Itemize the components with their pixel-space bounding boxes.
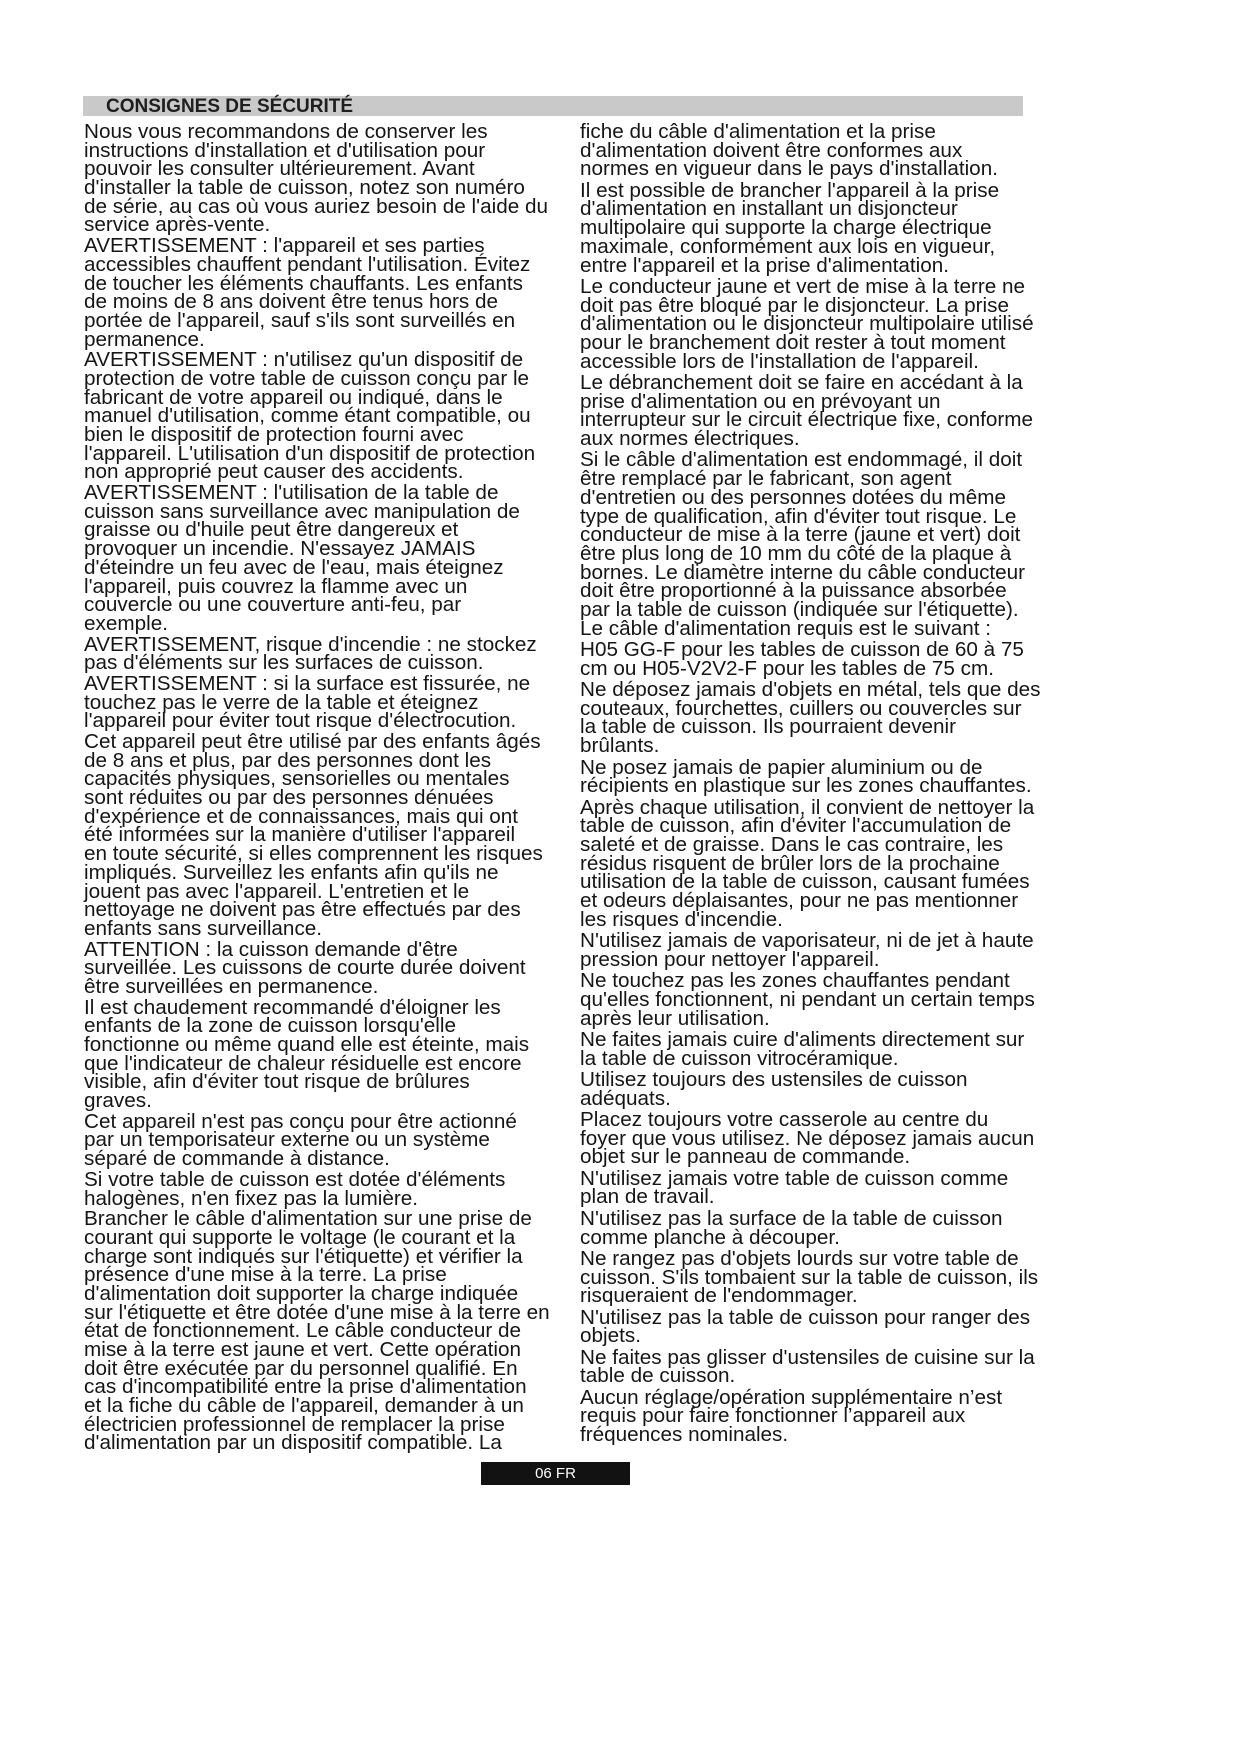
text-line: entre l'appareil et la prise d'alimentation. <box>580 253 949 277</box>
text-line: comme planche à découper. <box>580 1225 840 1249</box>
text-line: N'utilisez jamais de vaporisateur, ni de jet à haute <box>580 929 1034 953</box>
text-line: table de cuisson, afin d'éviter l'accumulation de <box>580 814 1012 838</box>
text-line: type de qualification, afin d'éviter tout risque. Le <box>580 504 1017 528</box>
text-line: état de fonctionnement. Le câble conducteur de <box>84 1319 522 1343</box>
text-line: fonctionne ou même quand elle est éteinte, mais <box>84 1033 530 1056</box>
text-line: fiche du câble d'alimentation et la prise <box>580 120 936 143</box>
text-line: Utilisez toujours des ustensiles de cuisson <box>580 1067 968 1091</box>
text-line: N'utilisez jamais votre table de cuisson comme <box>580 1166 1009 1190</box>
text-line: Nous vous recommandons de conserver les <box>84 120 488 143</box>
text-line: H05 GG-F pour les tables de cuisson de 60 à 75 <box>580 638 1024 661</box>
text-line: l'appareil pour éviter tout risque d'électrocution. <box>84 709 517 733</box>
text-line: touchez pas le verre de la table et éteignez <box>84 690 479 714</box>
paragraph <box>84 730 556 940</box>
text-line: jouent pas avec l'appareil. L'entretien et le <box>84 879 470 903</box>
paragraph <box>84 995 556 1113</box>
text-line: graisse ou d'huile peut être dangereux et <box>84 518 459 542</box>
text-line: instructions d'installation et d'utilisation pour <box>84 138 486 162</box>
text-line: Ne faites pas glisser d'ustensiles de cuisine sur la <box>580 1345 1035 1369</box>
text-line: la table de cuisson vitrocéramique. <box>580 1046 899 1070</box>
paragraph <box>580 1108 1050 1169</box>
text-line: multipolaire qui supporte la charge électrique <box>580 216 992 240</box>
text-line: cas d'incompatibilité entre la prise d'alimentation <box>84 1375 527 1399</box>
text-line: surveillée. Les cuissons de courte durée doivent <box>84 956 526 980</box>
text-line: normes en vigueur dans le pays d'installation. <box>580 157 998 181</box>
text-line: bien le dispositif de protection fourni avec <box>84 423 464 446</box>
text-line: exemple. <box>84 611 168 635</box>
text-line: Ne touchez pas les zones chauffantes pendant <box>580 969 1010 993</box>
text-line: pression pour nettoyer l'appareil. <box>580 947 880 971</box>
text-line: d'alimentation doivent être conformes aux <box>580 138 963 162</box>
text-line: graves. <box>84 1089 152 1113</box>
text-line: charge sont indiqués sur l'étiquette) et vérifier la <box>84 1244 523 1268</box>
text-line: objet sur le panneau de commande. <box>580 1145 911 1169</box>
text-line: table de cuisson. <box>580 1364 736 1388</box>
text-line: Cet appareil peut être utilisé par des enfants âgés <box>84 730 541 753</box>
text-line: d'alimentation en installant un disjoncteur <box>580 197 958 221</box>
text-line: enfants de la zone de cuisson lorsqu'elle <box>84 1014 456 1038</box>
text-line: Ne déposez jamais d'objets en métal, tels que des <box>580 678 1041 702</box>
text-line: les risques d'incendie. <box>580 907 783 931</box>
text-line: provoquer un incendie. N'essayez JAMAIS <box>84 537 476 561</box>
text-line: accessibles chauffent pendant l'utilisation. Évitez <box>84 252 531 276</box>
text-line: impliqués. Surveillez les enfants afin qu'ils ne <box>84 860 499 884</box>
text-line: que l'indicateur de chaleur résiduelle est encore <box>84 1051 522 1075</box>
text-line: en toute sécurité, si elles comprennent les risques <box>84 842 543 866</box>
text-line: séparé de commande à distance. <box>84 1147 390 1171</box>
text-line: Le conducteur jaune et vert de mise à la terre ne <box>580 274 1026 298</box>
text-line: AVERTISSEMENT : l'utilisation de la table de <box>84 481 499 505</box>
text-line: après leur utilisation. <box>580 1006 770 1030</box>
text-line: saleté et de graisse. Dans le cas contraire, les <box>580 832 1004 856</box>
paragraph <box>580 274 1050 373</box>
text-line: couteaux, fourchettes, cuillers ou couvercles sur <box>580 696 1022 720</box>
text-line: être plus long de 10 mm du côté de la plaque à <box>580 541 1012 565</box>
text-line: d'expérience et de connaissances, mais qui ont <box>84 804 519 828</box>
text-line: brûlants. <box>580 734 660 758</box>
paragraph <box>580 755 1050 798</box>
text-line: doit être exécutée par du personnel qualifié. En <box>84 1356 518 1380</box>
text-line: présence d'une mise à la terre. La prise <box>84 1263 447 1287</box>
text-line: d'alimentation doit supporter la charge indiquée <box>84 1281 519 1305</box>
paragraph <box>580 1305 1050 1348</box>
paragraph <box>84 234 556 351</box>
text-line: Si le câble d'alimentation est endommagé, il doit <box>580 448 1023 472</box>
text-line: Ne rangez pas d'objets lourds sur votre table de <box>580 1246 1019 1270</box>
text-line: Le débranchement doit se faire en accédant à la <box>580 371 1023 394</box>
text-line: permanence. <box>84 327 205 351</box>
text-line: objets. <box>580 1324 641 1348</box>
text-line: cm ou H05-V2V2-F pour les tables de 75 cm. <box>580 656 994 680</box>
right-column <box>580 120 1050 1448</box>
text-line: mise à la terre est jaune et vert. Cette opération <box>84 1338 521 1361</box>
text-line: fabricant de votre appareil ou indiqué, dans le <box>84 385 503 409</box>
text-line: l'appareil. L'utilisation d'un dispositif de protection <box>84 441 536 465</box>
text-line: courant qui supporte le voltage (le courant et la <box>84 1225 516 1249</box>
text-line: de moins de 8 ans doivent être tenus hors de <box>84 290 499 314</box>
text-line: cuisson sans surveillance avec manipulation de <box>84 499 520 523</box>
paragraph <box>580 1027 1050 1070</box>
text-line: d'éteindre un feu avec de l'eau, mais éteignez <box>84 555 504 579</box>
text-line: N'utilisez pas la table de cuisson pour ranger des <box>580 1305 1031 1329</box>
text-line: d'alimentation ou le disjoncteur multipolaire utilisé <box>580 312 1034 336</box>
text-line: être surveillées en permanence. <box>84 974 379 998</box>
text-line: halogènes, n'en fixez pas la lumière. <box>84 1186 419 1210</box>
text-line: sont réduites ou par des personnes dénuées <box>84 786 494 810</box>
text-line: requis pour faire fonctionner l’appareil aux <box>580 1404 966 1428</box>
text-line: cuisson. S'ils tombaient sur la table de cuisson, ils <box>580 1265 1039 1289</box>
paragraph <box>84 1109 556 1171</box>
paragraph <box>580 1206 1050 1249</box>
text-line: portée de l'appareil, sauf s'ils sont surveillés en <box>84 308 516 332</box>
text-line: été informées sur la manière d'utiliser l'appareil <box>84 823 516 847</box>
text-line: capacités physiques, sensorielles ou mentales <box>84 767 510 791</box>
paragraph <box>84 120 556 237</box>
paragraph <box>580 448 1050 640</box>
text-line: bornes. Le diamètre interne du câble conducteur <box>580 560 1026 584</box>
text-line: et odeurs déplaisantes, pour ne pas mentionner <box>580 889 1019 912</box>
text-line: adéquats. <box>580 1086 671 1110</box>
text-line: accessible lors de l'installation de l'appareil. <box>580 349 979 373</box>
text-line: Le câble d'alimentation requis est le suivant : <box>580 616 992 640</box>
paragraph <box>580 1246 1050 1308</box>
text-line: plan de travail. <box>580 1185 715 1209</box>
text-line: et la fiche du câble de l'appareil, demander à un <box>84 1394 524 1418</box>
page-number: 06 FR <box>535 1465 576 1482</box>
text-line: d'entretien ou des personnes dotées du même <box>580 485 1007 509</box>
paragraph <box>84 481 556 635</box>
paragraph <box>84 632 556 675</box>
text-line: Il est chaudement recommandé d'éloigner les <box>84 995 501 1019</box>
text-line: d'alimentation par un dispositif compatible. La <box>84 1431 502 1455</box>
text-line: aux normes électriques. <box>580 427 800 451</box>
section-header-bar <box>83 96 1023 116</box>
text-line: résidus risquent de brûler lors de la prochaine <box>580 851 1000 875</box>
text-line: nettoyage ne doivent pas être effectués par des <box>84 898 521 922</box>
text-line: être remplacé par le fabricant, son agent <box>580 467 952 491</box>
left-column <box>84 120 556 1455</box>
text-line: de série, au cas où vous auriez besoin de l'aide du <box>84 194 548 218</box>
text-line: enfants sans surveillance. <box>84 916 323 940</box>
text-line: par un temporisateur externe ou un système <box>84 1128 490 1152</box>
paragraph <box>580 120 1050 181</box>
text-line: risqueraient de l'endommager. <box>580 1284 858 1308</box>
text-line: foyer que vous utilisez. Ne déposez jamais aucun <box>580 1126 1035 1150</box>
paragraph <box>580 1067 1050 1110</box>
text-line: la table de cuisson. Ils pourraient devenir <box>580 715 957 739</box>
text-line: maximale, conformément aux lois en vigueur, <box>580 234 996 258</box>
text-line: de toucher les éléments chauffants. Les enfants <box>84 271 523 295</box>
paragraph <box>580 178 1050 277</box>
text-line: doit pas être bloqué par le disjoncteur. La prise <box>580 293 1009 317</box>
text-line: pas d'éléments sur les surfaces de cuisson. <box>84 651 484 675</box>
text-line: de 8 ans et plus, par des personnes dont les <box>84 748 492 772</box>
paragraph <box>84 671 556 733</box>
section-title: CONSIGNES DE SÉCURITÉ <box>106 96 354 117</box>
page-number-box <box>481 1462 630 1485</box>
text-line: protection de votre table de cuisson conçu par le <box>84 366 530 390</box>
text-line: Aucun réglage/opération supplémentaire n’est <box>580 1385 1003 1409</box>
text-line: N'utilisez pas la surface de la table de cuisson <box>580 1206 1003 1230</box>
text-line: AVERTISSEMENT : n'utilisez qu'un dispositif de <box>84 348 524 372</box>
text-line: interrupteur sur le circuit électrique fixe, conforme <box>580 408 1034 432</box>
text-line: couvercle ou une couverture anti-feu, par <box>84 593 462 617</box>
text-line: conducteur de mise à la terre (jaune et vert) doit <box>580 523 1021 547</box>
text-line: manuel d'utilisation, comme étant compatible, ou <box>84 404 531 428</box>
paragraph <box>580 929 1050 971</box>
text-line: électricien professionnel de remplacer la prise <box>84 1412 505 1436</box>
text-line: Brancher le câble d'alimentation sur une prise de <box>84 1207 532 1231</box>
text-line: utilisation de la table de cuisson, causant fumées <box>580 870 1030 894</box>
paragraph <box>580 969 1050 1030</box>
paragraph <box>84 348 556 484</box>
paragraph <box>580 795 1050 931</box>
text-line: Cet appareil n'est pas conçu pour être actionné <box>84 1109 517 1133</box>
text-line: ATTENTION : la cuisson demande d'être <box>84 937 458 961</box>
text-line: sur l'étiquette et être dotée d'une mise à la terre en <box>84 1300 550 1324</box>
text-line: l'appareil, puis couvrez la flamme avec un <box>84 574 468 598</box>
text-line: Après chaque utilisation, il convient de nettoyer la <box>580 795 1035 819</box>
text-line: pouvoir les consulter ultérieurement. Avant <box>84 157 475 181</box>
paragraph <box>580 1345 1050 1388</box>
paragraph <box>580 1385 1050 1447</box>
paragraph <box>580 638 1050 680</box>
text-line: doit être proportionné à la puissance absorbée <box>580 579 1007 603</box>
text-line: non approprié peut causer des accidents. <box>84 460 464 484</box>
paragraph <box>580 678 1050 758</box>
paragraph <box>580 1166 1050 1209</box>
text-line: prise d'alimentation ou en prévoyant un <box>580 389 941 413</box>
text-line: AVERTISSEMENT : si la surface est fissurée, ne <box>84 671 531 695</box>
text-line: Si votre table de cuisson est dotée d'éléments <box>84 1167 506 1191</box>
text-line: visible, afin d'éviter tout risque de brûlures <box>84 1070 470 1094</box>
paragraph <box>84 1207 556 1455</box>
text-line: AVERTISSEMENT : l'appareil et ses parties <box>84 234 485 258</box>
paragraph <box>84 1167 556 1210</box>
text-line: pour le branchement doit rester à tout moment <box>580 330 1006 354</box>
text-line: Placez toujours votre casserole au centre du <box>580 1108 989 1131</box>
text-line: AVERTISSEMENT, risque d'incendie : ne stockez <box>84 632 537 656</box>
text-line: par la table de cuisson (indiquée sur l'étiquette). <box>580 597 1019 621</box>
text-line: récipients en plastique sur les zones chauffantes. <box>580 774 1032 798</box>
text-line: qu'elles fonctionnent, ni pendant un certain temps <box>580 987 1035 1011</box>
text-line: fréquences nominales. <box>580 1423 789 1447</box>
paragraph <box>84 937 556 998</box>
text-line: Il est possible de brancher l'appareil à la prise <box>580 178 1000 202</box>
text-line: Ne posez jamais de papier aluminium ou de <box>580 755 983 779</box>
text-line: service après-vente. <box>84 213 271 237</box>
text-line: Ne faites jamais cuire d'aliments directement sur <box>580 1027 1025 1051</box>
text-line: d'installer la table de cuisson, notez son numéro <box>84 176 525 200</box>
paragraph <box>580 371 1050 451</box>
